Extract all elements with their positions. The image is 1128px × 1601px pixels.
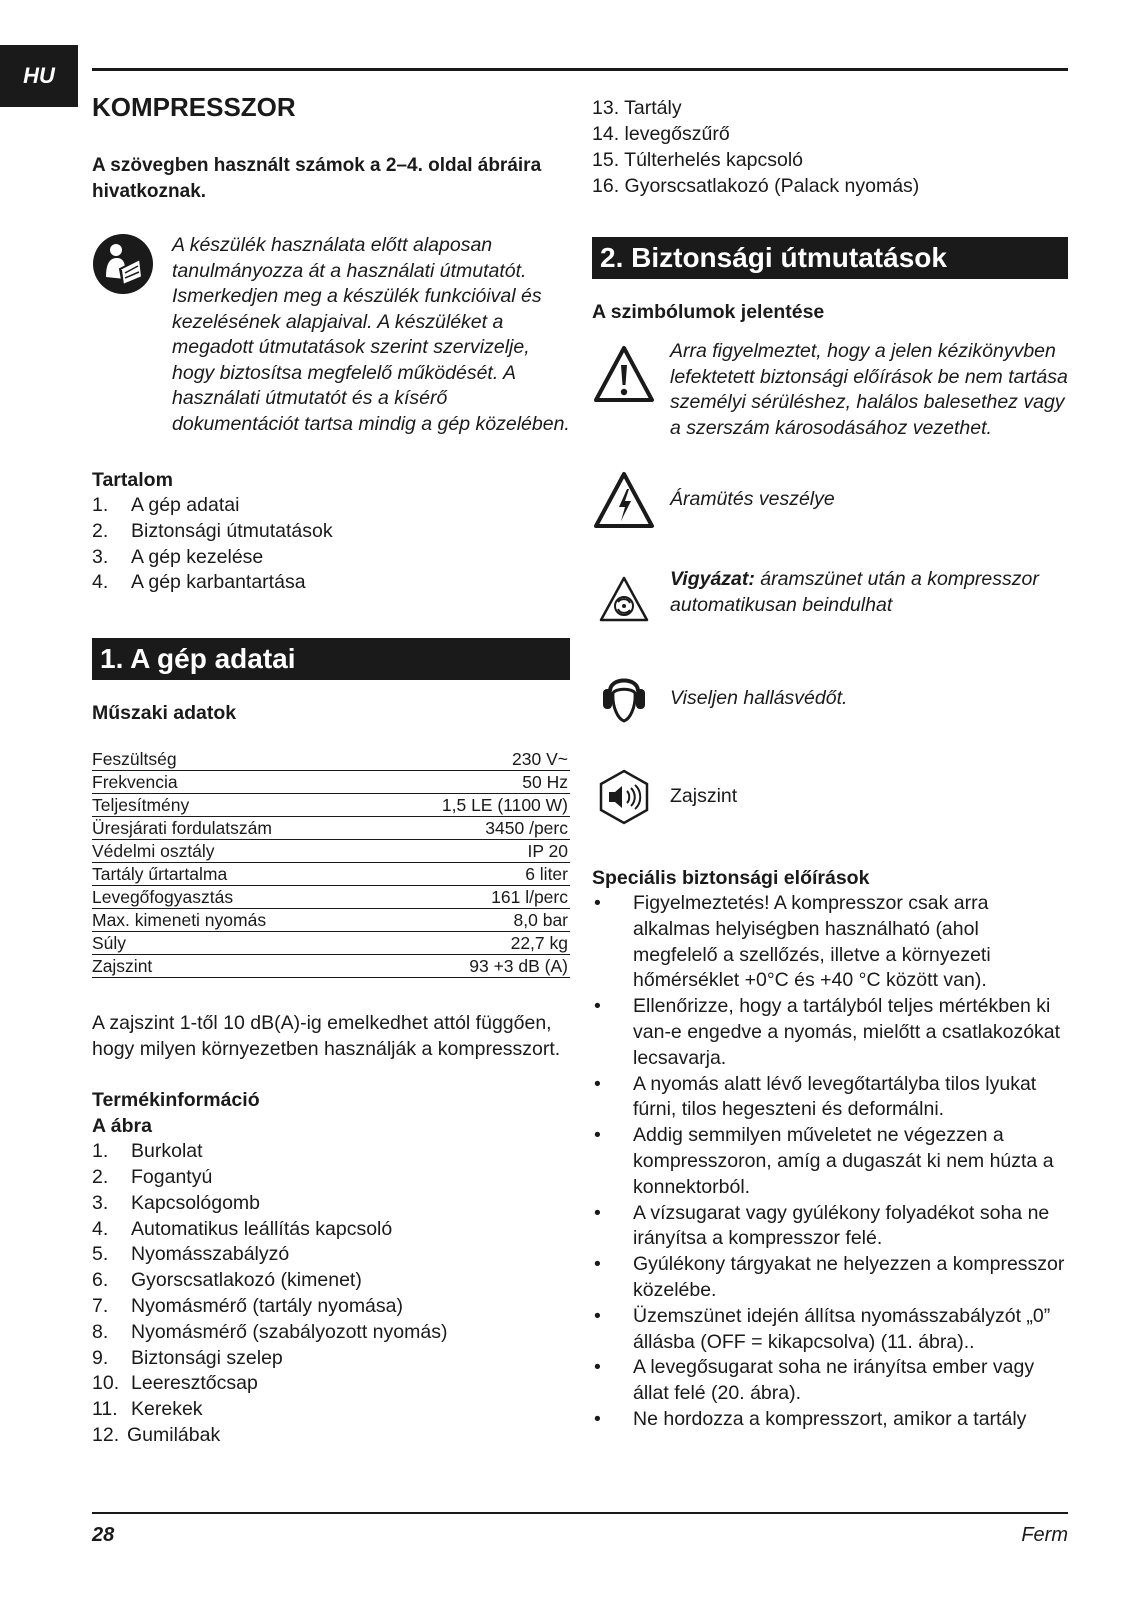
item-number: 9.: [92, 1346, 109, 1369]
intro-note: A szövegben használt számok a 2–4. oldal ábráira hivatkoznak.: [92, 155, 542, 202]
spec-value: 93 +3 dB (A): [371, 955, 570, 978]
spec-value: 161 l/perc: [371, 886, 570, 909]
warning-triangle-icon: [592, 339, 656, 403]
spec-label: Súly: [92, 932, 371, 955]
item-number: 4.: [92, 1217, 109, 1240]
auto-restart-warning-icon: [592, 567, 656, 623]
parts-list: [92, 1139, 570, 1449]
spec-value: 8,0 bar: [371, 909, 570, 932]
item-text: A gép kezelése: [131, 545, 264, 568]
item-number: 3.: [92, 1191, 109, 1214]
item-text: A gép adatai: [131, 494, 240, 516]
bullet-text: Addig semmilyen műveletet ne végezzen a kompresszoron, amíg a dugaszát ki nem húzta a konnektorból.: [633, 1124, 1054, 1198]
symbol-row-electric: [592, 471, 1068, 529]
item-text: Biztonsági szelep: [131, 1346, 283, 1369]
symbol-row-warning: [592, 339, 1068, 441]
section-1-header: 1. A gép adatai: [92, 638, 570, 680]
table-row: [92, 771, 570, 794]
read-manual-notice: [92, 233, 570, 437]
section-2-header: 2. Biztonsági útmutatások: [592, 237, 1068, 279]
product-info-heading: Termékinformáció: [92, 1089, 260, 1112]
list-item: [92, 1268, 570, 1294]
table-row: [92, 932, 570, 955]
item-number: 7.: [92, 1294, 109, 1317]
parts-list-continued: [592, 95, 1068, 199]
item-number: 10.: [92, 1372, 120, 1395]
bullet: •: [594, 995, 601, 1018]
item-text: Gumilábak: [127, 1423, 221, 1446]
noise-note: A zajszint 1-től 10 dB(A)-ig emelkedhet attól függően, hogy milyen környezetben használják a kompresszort.: [92, 1012, 561, 1061]
list-item: [92, 519, 570, 545]
table-row: [92, 955, 570, 978]
right-column: [592, 95, 1068, 1433]
spec-value: 230 V~: [371, 748, 570, 771]
bullet-text: Figyelmeztetés! A kompresszor csak arra alkalmas helyiségben használható (ahol megfelelő a szellőzés, illetve a környezeti hőmérséklet +0°C és +40 °C között van).: [633, 892, 991, 992]
language-tab: HU: [0, 45, 78, 107]
list-item: [92, 1217, 570, 1243]
spec-label: Védelmi osztály: [92, 840, 371, 863]
document-title: KOMPRESSZOR: [92, 92, 296, 122]
table-row: [92, 748, 570, 771]
item-text: Gyorscsatlakozó (kimenet): [131, 1269, 362, 1292]
item-number: 6.: [92, 1269, 109, 1292]
symbols-heading: A szimbólumok jelentése: [592, 301, 825, 323]
spec-label: Feszültség: [92, 748, 371, 771]
bullet: •: [594, 1356, 601, 1379]
ear-protection-text: Viseljen hallásvédőt.: [670, 687, 848, 710]
list-item: [592, 1304, 1068, 1356]
spec-table: [92, 748, 570, 978]
contents-heading: Tartalom: [92, 469, 173, 491]
list-item: [92, 570, 570, 596]
bullet: •: [594, 1201, 601, 1224]
contents-list: [92, 493, 570, 596]
spec-value: IP 20: [371, 840, 570, 863]
spec-label: Üresjárati fordulatszám: [92, 817, 371, 840]
item-number: 2.: [92, 519, 109, 542]
spec-value: 6 liter: [371, 863, 570, 886]
item-text: Kerekek: [131, 1398, 203, 1421]
list-item: [592, 1355, 1068, 1407]
table-row: [92, 863, 570, 886]
list-item: [92, 1165, 570, 1191]
list-item: [592, 1201, 1068, 1253]
spec-label: Tartály űrtartalma: [92, 863, 371, 886]
ear-protection-icon: [592, 671, 656, 727]
bullet-text: Gyúlékony tárgyakat ne helyezzen a kompresszor közelébe.: [633, 1253, 1065, 1301]
table-row: [92, 817, 570, 840]
item-number: 5.: [92, 1243, 109, 1266]
item-text: Fogantyú: [131, 1165, 213, 1188]
table-row: [92, 886, 570, 909]
symbol-row-auto-restart: [592, 567, 1068, 623]
list-item: [92, 1191, 570, 1217]
table-row: [92, 840, 570, 863]
list-item: [92, 1371, 570, 1397]
spec-label: Frekvencia: [92, 771, 371, 794]
spec-label: Levegőfogyasztás: [92, 886, 371, 909]
figure-heading: A ábra: [92, 1115, 152, 1138]
item-number: 1.: [92, 1140, 109, 1163]
item-number: 2.: [92, 1165, 109, 1188]
list-item: 13. Tartály: [592, 97, 682, 119]
item-text: Automatikus leállítás kapcsoló: [131, 1217, 393, 1240]
left-column: [92, 92, 570, 1449]
item-number: 8.: [92, 1320, 109, 1343]
spec-label: Max. kimeneti nyomás: [92, 909, 371, 932]
list-item: [92, 1294, 570, 1320]
item-text: A gép karbantartása: [131, 571, 306, 594]
spec-heading: Műszaki adatok: [92, 702, 237, 725]
table-row: [92, 794, 570, 817]
list-item: 16. Gyorscsatlakozó (Palack nyomás): [592, 175, 920, 197]
list-item: [592, 1123, 1068, 1200]
read-manual-icon: [92, 233, 154, 295]
bullet-text: A vízsugarat vagy gyúlékony folyadékot soha ne irányítsa a kompresszor felé.: [633, 1201, 1050, 1250]
list-item: 15. Túlterhelés kapcsoló: [592, 149, 804, 171]
item-number: 12.: [92, 1423, 120, 1446]
item-text: Nyomásmérő (tartály nyomása): [131, 1294, 403, 1317]
item-text: Nyomásszabályzó: [131, 1243, 290, 1266]
list-item: [92, 545, 570, 571]
list-item: 14. levegőszűrő: [592, 123, 730, 145]
bullet: •: [594, 1304, 601, 1327]
list-item: [592, 994, 1068, 1071]
item-text: Leeresztőcsap: [131, 1372, 258, 1395]
bullet-text: A levegősugarat soha ne irányítsa ember vagy állat felé (20. ábra).: [633, 1356, 1035, 1405]
spec-value: 22,7 kg: [371, 932, 570, 955]
bullet-text: Ne hordozza a kompresszort, amikor a tartály: [633, 1407, 1027, 1430]
page-number: 28: [92, 1524, 115, 1546]
list-item: [92, 1346, 570, 1372]
item-text: Nyomásmérő (szabályozott nyomás): [131, 1320, 448, 1343]
bottom-rule: [92, 1512, 1068, 1514]
special-safety-heading: Speciális biztonsági előírások: [592, 867, 870, 889]
noise-level-text: Zajszint: [670, 785, 738, 808]
list-item: [92, 1320, 570, 1346]
symbol-row-noise: [592, 769, 1068, 825]
item-text: Kapcsológomb: [131, 1191, 260, 1214]
list-item: [592, 1407, 1068, 1433]
auto-restart-text: [670, 567, 1068, 618]
spec-value: 1,5 LE (1100 W): [371, 794, 570, 817]
item-number: 4.: [92, 571, 109, 594]
bullet-text: A nyomás alatt lévő levegőtartályba tilos lyukat fúrni, tilos hegeszteni és deformálni.: [633, 1072, 1037, 1121]
item-number: 11.: [92, 1398, 118, 1421]
bullet: •: [594, 1407, 601, 1430]
list-item: [92, 1139, 570, 1165]
top-rule: [92, 68, 1068, 71]
list-item: [92, 1242, 570, 1268]
spec-value: 50 Hz: [371, 771, 570, 794]
list-item: [592, 1252, 1068, 1304]
symbol-row-ear-protection: [592, 671, 1068, 727]
spec-label: Zajszint: [92, 955, 371, 978]
list-item: [92, 1423, 570, 1449]
list-item: [92, 1397, 570, 1423]
electric-shock-text: Áramütés veszélye: [670, 488, 835, 511]
list-item: [592, 891, 1068, 994]
bullet-text: Ellenőrizze, hogy a tartályból teljes mértékben ki van-e engedve a nyomás, mielőtt a csatlakozókat lecsavarja.: [633, 995, 1061, 1069]
item-text: Burkolat: [131, 1140, 203, 1163]
bullet: •: [594, 892, 601, 914]
bullet: •: [594, 1072, 601, 1095]
bullet-text: Üzemszünet idején állítsa nyomásszabályzót „0” állásba (OFF = kikapcsolva) (11. ábra)..: [633, 1304, 1051, 1353]
item-text: Biztonsági útmutatások: [131, 519, 333, 542]
warning-text: Arra figyelmeztet, hogy a jelen kézikönyvben lefektetett biztonsági előírások be nem tartása személyi sérüléshez, halálos balesethez vagy a szerszám károsodásához vezethet.: [670, 340, 1068, 439]
noise-level-icon: [592, 769, 656, 825]
bullet: •: [594, 1253, 601, 1276]
table-row: [92, 909, 570, 932]
list-item: [592, 1072, 1068, 1124]
auto-restart-body: áramszünet után a kompresszor automatikusan beindulhat: [670, 568, 1039, 616]
safety-bullet-list: [592, 891, 1068, 1433]
read-manual-text: A készülék használata előtt alaposan tanulmányozza át a használati útmutatót. Ismerkedjen meg a készülék funkcióival és kezelésének alapjaival. A készüléket a megadott útmutatások szerint szervizelje, hogy biztosítsa megfelelő működését. A használati útmutatót és a kísérő dokumentációt tartsa mindig a gép közelében.: [172, 234, 570, 435]
spec-value: 3450 /perc: [371, 817, 570, 840]
electric-shock-icon: [592, 471, 656, 529]
item-number: 1.: [92, 494, 109, 516]
spec-label: Teljesítmény: [92, 794, 371, 817]
brand-name: Ferm: [1021, 1524, 1068, 1546]
auto-restart-bold: Vigyázat:: [670, 568, 755, 590]
list-item: [92, 493, 570, 519]
item-number: 3.: [92, 545, 109, 568]
bullet: •: [594, 1124, 601, 1147]
